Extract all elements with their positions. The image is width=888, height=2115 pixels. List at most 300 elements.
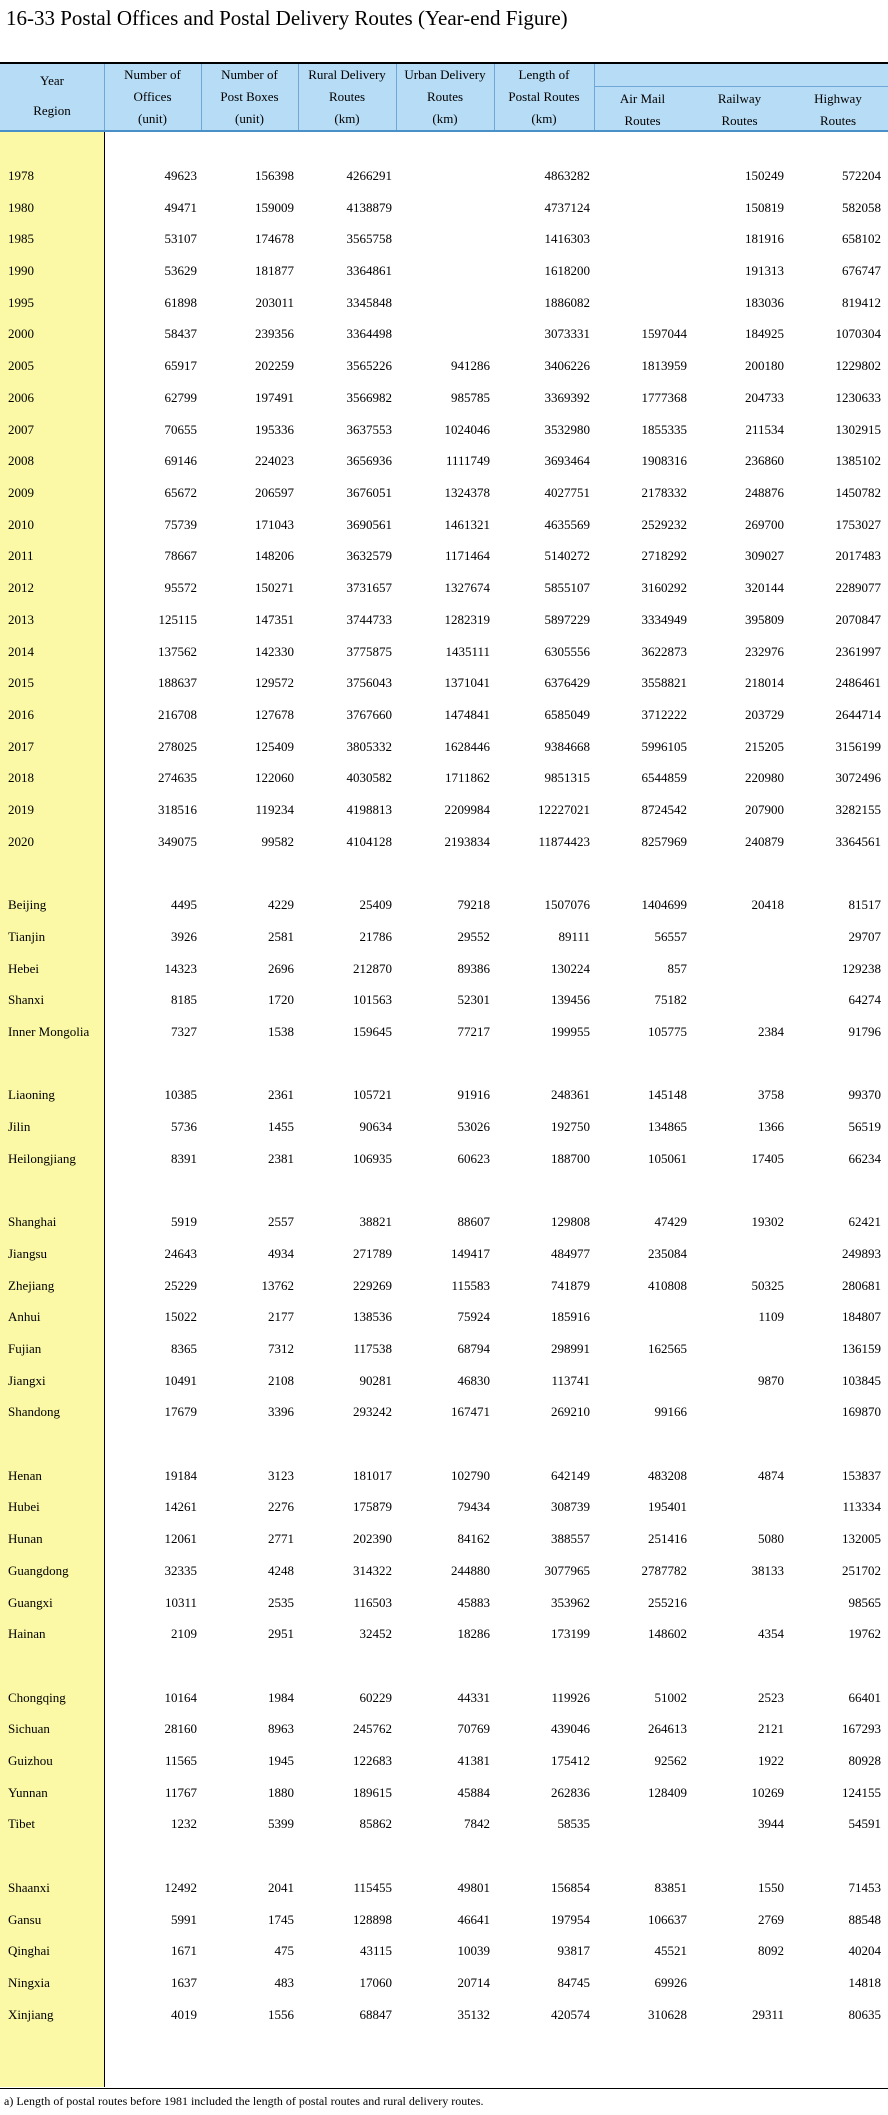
cell-length: 192750 [551, 1119, 590, 1134]
cell-urban: 18286 [457, 1626, 490, 1641]
cell-highway: 81517 [848, 897, 881, 912]
year-label: 2005 [8, 358, 34, 373]
header-post-boxes [201, 64, 299, 130]
year-row [0, 703, 888, 727]
cell-boxes: 195336 [255, 422, 294, 437]
header-offices-line2: Offices [133, 89, 172, 104]
cell-rural: 245762 [353, 1721, 392, 1736]
region-row [0, 1115, 888, 1139]
cell-highway: 1229802 [835, 358, 881, 373]
cell-boxes: 1720 [268, 992, 294, 1007]
cell-rail: 50325 [751, 1278, 784, 1293]
cell-air: 3712222 [641, 707, 687, 722]
footnote: a) Length of postal routes before 1981 included the length of postal routes and rural delivery routes. [4, 2094, 484, 2108]
cell-offices: 349075 [158, 834, 197, 849]
cell-length: 5855107 [544, 580, 590, 595]
cell-boxes: 156398 [255, 168, 294, 183]
cell-length: 1507076 [544, 897, 590, 912]
header-length-line2: Postal Routes [508, 89, 580, 104]
region-label: Shaanxi [8, 1880, 50, 1895]
region-label: Shanghai [8, 1214, 57, 1229]
cell-boxes: 125409 [255, 739, 294, 754]
cell-urban: 52301 [457, 992, 490, 1007]
region-row [0, 1717, 888, 1741]
cell-rural: 116503 [353, 1595, 392, 1610]
year-row [0, 735, 888, 759]
cell-length: 58535 [557, 1816, 590, 1831]
cell-highway: 40204 [848, 1943, 881, 1958]
cell-urban: 167471 [451, 1404, 490, 1419]
cell-rail: 19302 [751, 1214, 784, 1229]
region-row [0, 925, 888, 949]
cell-offices: 62799 [164, 390, 197, 405]
cell-rail: 150249 [745, 168, 784, 183]
cell-length: 113741 [551, 1373, 590, 1388]
cell-urban: 1327674 [444, 580, 490, 595]
year-label: 1990 [8, 263, 34, 278]
cell-boxes: 1745 [268, 1912, 294, 1927]
cell-urban: 29552 [457, 929, 490, 944]
cell-boxes: 119234 [255, 802, 294, 817]
year-label: 2010 [8, 517, 34, 532]
cell-boxes: 224023 [255, 453, 294, 468]
cell-urban: 91916 [457, 1087, 490, 1102]
cell-offices: 53107 [164, 231, 197, 246]
cell-rural: 21786 [359, 929, 392, 944]
region-row [0, 1622, 888, 1646]
cell-rail: 191313 [745, 263, 784, 278]
cell-boxes: 1556 [268, 2007, 294, 2022]
cell-urban: 53026 [457, 1119, 490, 1134]
cell-boxes: 1945 [268, 1753, 294, 1768]
header-highway-line2: Routes [819, 113, 857, 128]
region-row [0, 1274, 888, 1298]
cell-offices: 15022 [164, 1309, 197, 1324]
cell-boxes: 99582 [261, 834, 294, 849]
cell-rail: 150819 [745, 200, 784, 215]
cell-boxes: 5399 [268, 1816, 294, 1831]
cell-offices: 14261 [164, 1499, 197, 1514]
cell-rural: 3767660 [346, 707, 392, 722]
cell-rail: 211534 [745, 422, 784, 437]
cell-offices: 10385 [164, 1087, 197, 1102]
cell-rail: 17405 [751, 1151, 784, 1166]
year-row [0, 386, 888, 410]
header-air-line2: Routes [624, 113, 661, 128]
cell-length: 9851315 [544, 770, 590, 785]
cell-rail: 200180 [745, 358, 784, 373]
region-row [0, 1210, 888, 1234]
cell-rural: 3775875 [346, 644, 392, 659]
header-air [594, 88, 691, 132]
region-row [0, 1686, 888, 1710]
cell-rural: 3565758 [346, 231, 392, 246]
header-railway-line1: Railway [717, 91, 762, 106]
cell-offices: 137562 [158, 644, 197, 659]
cell-rail: 10269 [751, 1785, 784, 1800]
header-offices-line3: (unit) [138, 111, 167, 126]
cell-rural: 3756043 [346, 675, 392, 690]
cell-highway: 29707 [848, 929, 881, 944]
region-label: Hainan [8, 1626, 46, 1641]
cell-rural: 38821 [359, 1214, 392, 1229]
year-row [0, 259, 888, 283]
cell-length: 188700 [551, 1151, 590, 1166]
cell-highway: 3072496 [835, 770, 881, 785]
year-row [0, 291, 888, 315]
region-row [0, 1020, 888, 1044]
cell-urban: 60623 [457, 1151, 490, 1166]
cell-rural: 90634 [359, 1119, 392, 1134]
region-label: Hunan [8, 1531, 43, 1546]
page-title: 16-33 Postal Offices and Postal Delivery Routes (Year-end Figure) [6, 6, 568, 30]
region-row [0, 1971, 888, 1995]
cell-offices: 12061 [164, 1531, 197, 1546]
table-header [0, 64, 888, 132]
cell-boxes: 147351 [255, 612, 294, 627]
year-row [0, 640, 888, 664]
cell-length: 298991 [551, 1341, 590, 1356]
cell-urban: 70769 [457, 1721, 490, 1736]
cell-offices: 1671 [171, 1943, 197, 1958]
cell-air: 148602 [648, 1626, 687, 1641]
region-row [0, 1464, 888, 1488]
cell-length: 119926 [551, 1690, 590, 1705]
year-label: 1980 [8, 200, 34, 215]
year-label: 2008 [8, 453, 34, 468]
cell-air: 5996105 [641, 739, 687, 754]
cell-urban: 10039 [457, 1943, 490, 1958]
cell-boxes: 2581 [268, 929, 294, 944]
cell-length: 173199 [551, 1626, 590, 1641]
cell-air: 99166 [654, 1404, 687, 1419]
cell-rail: 207900 [745, 802, 784, 817]
cell-urban: 1024046 [444, 422, 490, 437]
cell-rail: 29311 [751, 2007, 784, 2022]
cell-rail: 395809 [745, 612, 784, 627]
cell-rural: 68847 [359, 2007, 392, 2022]
year-label: 2019 [8, 802, 34, 817]
cell-highway: 66234 [848, 1151, 881, 1166]
region-row [0, 1908, 888, 1932]
region-row [0, 2003, 888, 2027]
cell-air: 105061 [648, 1151, 687, 1166]
cell-rail: 183036 [745, 295, 784, 310]
cell-length: 4737124 [544, 200, 590, 215]
cell-rail: 4874 [758, 1468, 784, 1483]
cell-offices: 188637 [158, 675, 197, 690]
cell-offices: 8391 [171, 1151, 197, 1166]
cell-highway: 249893 [842, 1246, 881, 1261]
cell-highway: 113334 [842, 1499, 881, 1514]
cell-air: 51002 [654, 1690, 687, 1705]
cell-length: 3369392 [544, 390, 590, 405]
region-row [0, 957, 888, 981]
cell-air: 134865 [648, 1119, 687, 1134]
year-label: 2007 [8, 422, 34, 437]
cell-highway: 124155 [842, 1785, 881, 1800]
cell-offices: 4019 [171, 2007, 197, 2022]
cell-air: 56557 [654, 929, 687, 944]
cell-boxes: 159009 [255, 200, 294, 215]
cell-boxes: 4934 [268, 1246, 294, 1261]
region-row [0, 1337, 888, 1361]
region-label: Zhejiang [8, 1278, 55, 1293]
cell-air: 2718292 [641, 548, 687, 563]
cell-offices: 70655 [164, 422, 197, 437]
cell-length: 4863282 [544, 168, 590, 183]
cell-highway: 19762 [848, 1626, 881, 1641]
year-label: 2016 [8, 707, 34, 722]
cell-offices: 14323 [164, 961, 197, 976]
cell-length: 130224 [551, 961, 590, 976]
cell-rural: 3565226 [346, 358, 392, 373]
cell-rail: 8092 [758, 1943, 784, 1958]
cell-urban: 102790 [451, 1468, 490, 1483]
cell-air: 1813959 [641, 358, 687, 373]
cell-air: 45521 [654, 1943, 687, 1958]
cell-length: 388557 [551, 1531, 590, 1546]
cell-rural: 3805332 [346, 739, 392, 754]
cell-urban: 44331 [457, 1690, 490, 1705]
header-urban-line1: Urban Delivery [404, 67, 486, 82]
header-rural-line3: (km) [334, 111, 360, 126]
cell-urban: 149417 [451, 1246, 490, 1261]
cell-highway: 136159 [842, 1341, 881, 1356]
cell-rail: 4354 [758, 1626, 784, 1641]
year-row [0, 671, 888, 695]
cell-length: 1886082 [544, 295, 590, 310]
cell-rural: 4138879 [346, 200, 392, 215]
cell-offices: 125115 [158, 612, 197, 627]
region-label: Inner Mongolia [8, 1024, 90, 1039]
header-urban [396, 64, 495, 130]
cell-offices: 1232 [171, 1816, 197, 1831]
cell-rural: 25409 [359, 897, 392, 912]
header-railway [691, 88, 788, 132]
cell-rural: 32452 [359, 1626, 392, 1641]
cell-highway: 80635 [848, 2007, 881, 2022]
cell-rural: 175879 [353, 1499, 392, 1514]
cell-rural: 115455 [353, 1880, 392, 1895]
cell-offices: 25229 [164, 1278, 197, 1293]
region-label: Guangxi [8, 1595, 53, 1610]
year-label: 1978 [8, 168, 34, 183]
cell-highway: 3282155 [835, 802, 881, 817]
cell-offices: 1637 [171, 1975, 197, 1990]
cell-rural: 3656936 [346, 453, 392, 468]
cell-boxes: 475 [274, 1943, 294, 1958]
cell-offices: 11767 [164, 1785, 197, 1800]
cell-rural: 3744733 [346, 612, 392, 627]
cell-offices: 4495 [171, 897, 197, 912]
header-year-region [0, 64, 105, 130]
cell-boxes: 2108 [268, 1373, 294, 1388]
cell-offices: 10311 [164, 1595, 197, 1610]
cell-air: 3334949 [641, 612, 687, 627]
region-label: Sichuan [8, 1721, 50, 1736]
region-label: Tianjin [8, 929, 46, 944]
cell-length: 308739 [551, 1499, 590, 1514]
cell-urban: 84162 [457, 1531, 490, 1546]
region-label: Ningxia [8, 1975, 50, 1990]
cell-rural: 128898 [353, 1912, 392, 1927]
cell-rural: 4266291 [346, 168, 392, 183]
cell-air: 1908316 [641, 453, 687, 468]
cell-rail: 1366 [758, 1119, 784, 1134]
cell-length: 353962 [551, 1595, 590, 1610]
cell-air: 1777368 [641, 390, 687, 405]
bottom-rule [0, 2088, 888, 2089]
cell-rail: 1922 [758, 1753, 784, 1768]
cell-rural: 3676051 [346, 485, 392, 500]
cell-length: 139456 [551, 992, 590, 1007]
header-urban-line2: Routes [426, 89, 464, 104]
cell-rail: 9870 [758, 1373, 784, 1388]
year-label: 1995 [8, 295, 34, 310]
cell-length: 4027751 [544, 485, 590, 500]
header-highway-line1: Highway [814, 91, 862, 106]
cell-length: 156854 [551, 1880, 590, 1895]
cell-offices: 19184 [164, 1468, 197, 1483]
cell-rail: 320144 [745, 580, 784, 595]
cell-length: 6376429 [544, 675, 590, 690]
cell-rural: 159645 [353, 1024, 392, 1039]
cell-urban: 77217 [457, 1024, 490, 1039]
cell-offices: 5991 [171, 1912, 197, 1927]
cell-rail: 38133 [751, 1563, 784, 1578]
year-label: 2015 [8, 675, 34, 690]
cell-urban: 1324378 [444, 485, 490, 500]
cell-highway: 658102 [842, 231, 881, 246]
cell-rail: 1550 [758, 1880, 784, 1895]
cell-highway: 132005 [842, 1531, 881, 1546]
year-label: 1985 [8, 231, 34, 246]
cell-highway: 2017483 [835, 548, 881, 563]
cell-air: 1404699 [641, 897, 687, 912]
cell-length: 642149 [551, 1468, 590, 1483]
cell-urban: 79434 [457, 1499, 490, 1514]
cell-air: 8724542 [641, 802, 687, 817]
cell-offices: 5736 [171, 1119, 197, 1134]
year-label: 2017 [8, 739, 34, 754]
cell-length: 12227021 [538, 802, 590, 817]
cell-length: 175412 [551, 1753, 590, 1768]
cell-urban: 941286 [451, 358, 490, 373]
cell-highway: 1230633 [835, 390, 881, 405]
cell-rail: 218014 [745, 675, 784, 690]
cell-rail: 204733 [745, 390, 784, 405]
cell-air: 410808 [648, 1278, 687, 1293]
cell-boxes: 122060 [255, 770, 294, 785]
cell-highway: 1070304 [835, 326, 881, 341]
header-rural [298, 64, 397, 130]
cell-length: 6305556 [544, 644, 590, 659]
cell-air: 3622873 [641, 644, 687, 659]
cell-offices: 216708 [158, 707, 197, 722]
cell-boxes: 3396 [268, 1404, 294, 1419]
cell-offices: 2109 [171, 1626, 197, 1641]
cell-boxes: 129572 [255, 675, 294, 690]
cell-length: 3077965 [544, 1563, 590, 1578]
cell-boxes: 2361 [268, 1087, 294, 1102]
header-boxes-line2: Post Boxes [220, 89, 279, 104]
cell-rural: 4104128 [346, 834, 392, 849]
cell-boxes: 206597 [255, 485, 294, 500]
cell-offices: 61898 [164, 295, 197, 310]
cell-rail: 181916 [745, 231, 784, 246]
cell-highway: 582058 [842, 200, 881, 215]
cell-urban: 1171464 [444, 548, 490, 563]
cell-boxes: 2381 [268, 1151, 294, 1166]
cell-rural: 90281 [359, 1373, 392, 1388]
cell-offices: 11565 [164, 1753, 197, 1768]
region-row [0, 1495, 888, 1519]
cell-rural: 4198813 [346, 802, 392, 817]
cell-rural: 202390 [353, 1531, 392, 1546]
cell-air: 195401 [648, 1499, 687, 1514]
region-row [0, 1527, 888, 1551]
cell-length: 3693464 [544, 453, 590, 468]
cell-highway: 62421 [848, 1214, 881, 1229]
cell-air: 106637 [648, 1912, 687, 1927]
year-row [0, 798, 888, 822]
cell-offices: 32335 [164, 1563, 197, 1578]
cell-rural: 3731657 [346, 580, 392, 595]
cell-rail: 203729 [745, 707, 784, 722]
cell-rural: 3632579 [346, 548, 392, 563]
cell-highway: 184807 [842, 1309, 881, 1324]
cell-rural: 60229 [359, 1690, 392, 1705]
cell-boxes: 148206 [255, 548, 294, 563]
cell-length: 93817 [557, 1943, 590, 1958]
cell-air: 83851 [654, 1880, 687, 1895]
cell-boxes: 2771 [268, 1531, 294, 1546]
cell-air: 483208 [648, 1468, 687, 1483]
cell-boxes: 4229 [268, 897, 294, 912]
cell-highway: 1753027 [835, 517, 881, 532]
cell-length: 3532980 [544, 422, 590, 437]
cell-offices: 49623 [164, 168, 197, 183]
region-row [0, 1242, 888, 1266]
cell-rural: 106935 [353, 1151, 392, 1166]
region-label: Hubei [8, 1499, 40, 1514]
cell-air: 857 [667, 961, 687, 976]
cell-highway: 99370 [848, 1087, 881, 1102]
year-row [0, 449, 888, 473]
cell-rural: 122683 [353, 1753, 392, 1768]
cell-urban: 41381 [457, 1753, 490, 1768]
cell-boxes: 4248 [268, 1563, 294, 1578]
region-row [0, 1876, 888, 1900]
cell-highway: 103845 [842, 1373, 881, 1388]
cell-rural: 212870 [353, 961, 392, 976]
header-year: Year [40, 73, 64, 88]
header-air-line1: Air Mail [619, 91, 666, 106]
cell-air: 69926 [654, 1975, 687, 1990]
year-row [0, 164, 888, 188]
cell-highway: 98565 [848, 1595, 881, 1610]
cell-length: 197954 [551, 1912, 590, 1927]
cell-length: 741879 [551, 1278, 590, 1293]
cell-urban: 49801 [457, 1880, 490, 1895]
cell-length: 484977 [551, 1246, 590, 1261]
region-label: Heilongjiang [8, 1151, 76, 1166]
cell-boxes: 2696 [268, 961, 294, 976]
cell-offices: 53629 [164, 263, 197, 278]
year-row [0, 608, 888, 632]
cell-rail: 232976 [745, 644, 784, 659]
